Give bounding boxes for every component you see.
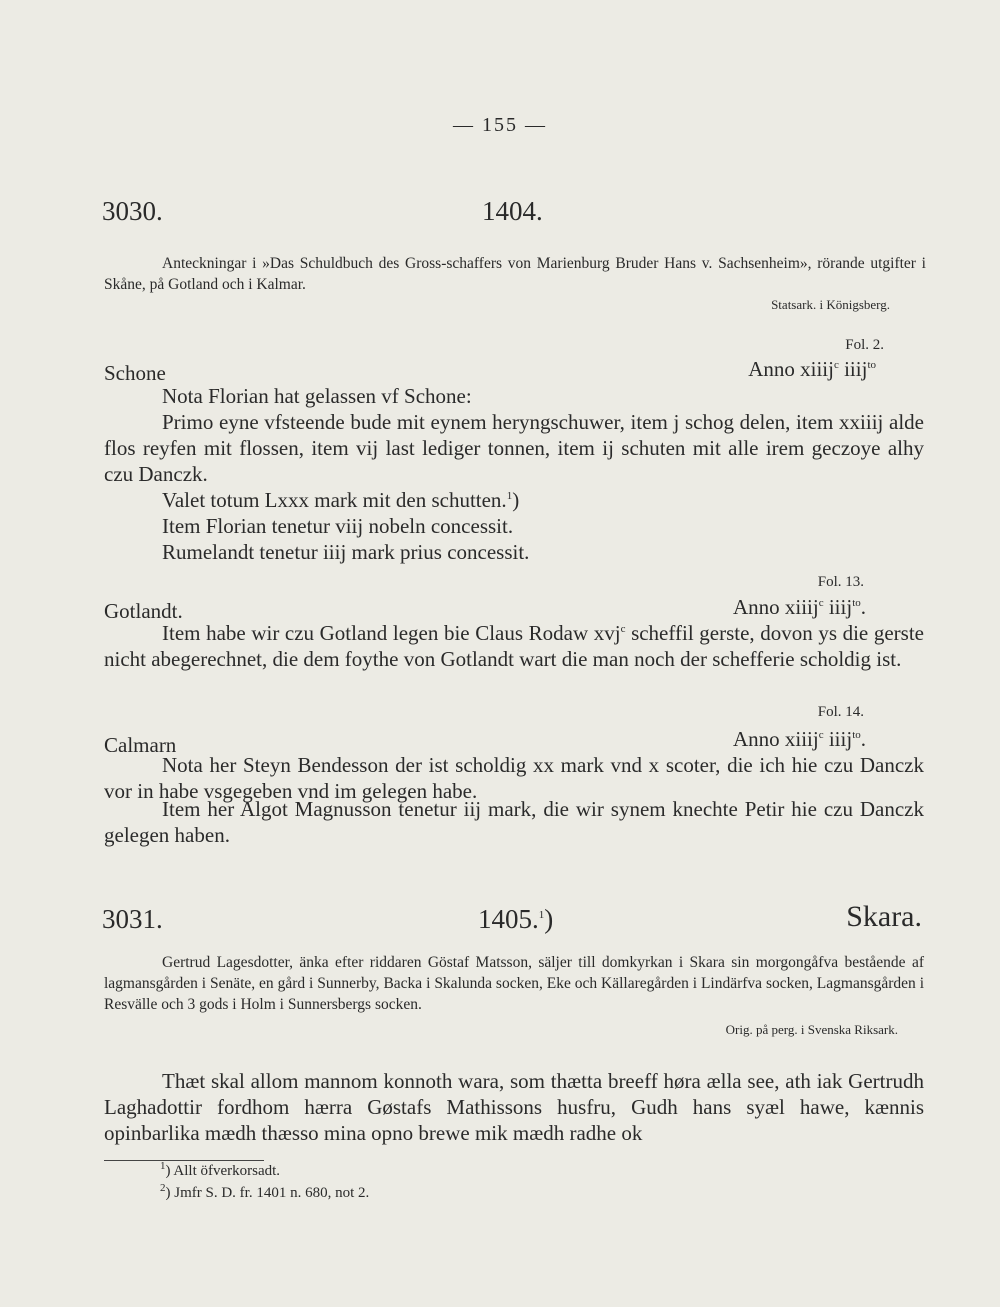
entry-number: 3031. [102, 904, 163, 934]
entry-source: Statsark. i Königsberg. [771, 297, 890, 312]
folio-label: Fol. 14. [817, 704, 864, 720]
text-line: Nota Florian hat gelassen vf Schone: [162, 384, 472, 408]
text-line: Valet totum Lxxx mark mit den schutten.$^1$) [162, 488, 520, 512]
place-heading: Schone [104, 361, 166, 385]
paragraph: Item her Algot Magnusson tenetur iij mark, die wir synem knechte Petir hie czu Danczk gelegen haben. [104, 797, 924, 847]
place-heading: Calmarn [104, 733, 177, 757]
entry-source: Orig. på perg. i Svenska Riksark. [725, 1022, 898, 1037]
text-line: Rumelandt tenetur iiij mark prius concessit. [162, 540, 530, 564]
anno-date: Anno xiiij$^c$ iiij$^{to}$ [748, 357, 876, 381]
footnote: $^1$) Allt öfverkorsadt. [160, 1160, 281, 1179]
place-heading: Skara. [846, 900, 922, 933]
folio-label: Fol. 2. [845, 337, 884, 353]
text-line: Item Florian tenetur viij nobeln concessit. [162, 514, 514, 538]
entry-year: 1405.$^1$) [478, 904, 554, 934]
paragraph: Nota her Steyn Bendesson der ist scholdig xx mark vnd x scoter, die ich hie czu Danczk vor in habe vsgegeben vnd im gelegen habe. [104, 753, 924, 803]
folio-label: Fol. 13. [817, 574, 864, 590]
entry-summary: Gertrud Lagesdotter, änka efter riddaren Göstaf Matsson, säljer till domkyrkan i Skara sin morgongåfva bestående af lagmansgården i Senäte, en gård i Sunnerby, Backa i Skalunda socken, Eke och Källaregården i Lindärfva socken, Lagmansgården i Resvälle och 3 gods i Holm i Sunnersbergs socken. [104, 954, 924, 1013]
paragraph [104, 513, 924, 565]
entry-number: 3030. [102, 196, 163, 226]
paragraph [104, 383, 924, 513]
place-heading: Gotlandt. [104, 599, 183, 623]
paragraph: Item habe wir czu Gotland legen bie Claus Rodaw xvj$^c$ scheffil gerste, dovon ys die gerste nicht abegerechnet, die dem foythe von Gotlandt wart die man noch der schefferie scholdig ist. [104, 621, 924, 671]
anno-date: Anno xiiij$^c$ iiij$^{to}$. [732, 727, 866, 751]
page-number: — 155 — [453, 114, 547, 136]
entry-year: 1404. [482, 196, 543, 226]
footnote: $^2$) Jmfr S. D. fr. 1401 n. 680, not 2. [160, 1182, 370, 1201]
text-line: Primo eyne vfsteende bude mit eynem heryngschuwer, item j schog delen, item xxiiij alde flos reyfen mit flossen, item vij last lediger tonnen, item ij schuten mit alle irem geczoye alhy czu Danczk. [104, 410, 924, 486]
footnote-rule [104, 1160, 264, 1161]
paragraph: Thæt skal allom mannom konnoth wara, som thætta breeff høra ælla see, ath iak Gertrudh Laghadottir fordhom hærra Gøstafs Mathissons husfru, Gudh hans syæl hawe, kænnis opinbarlika mædh thæsso mina opno brewe mik mædh radhe ok [104, 1069, 924, 1145]
anno-date: Anno xiiij$^c$ iiij$^{to}$. [732, 595, 866, 619]
entry-summary: Anteckningar i »Das Schuldbuch des Gross-schaffers von Marienburg Bruder Hans v. Sachsenheim», rörande utgifter i Skåne, på Gotland och i Kalmar. [104, 255, 926, 293]
